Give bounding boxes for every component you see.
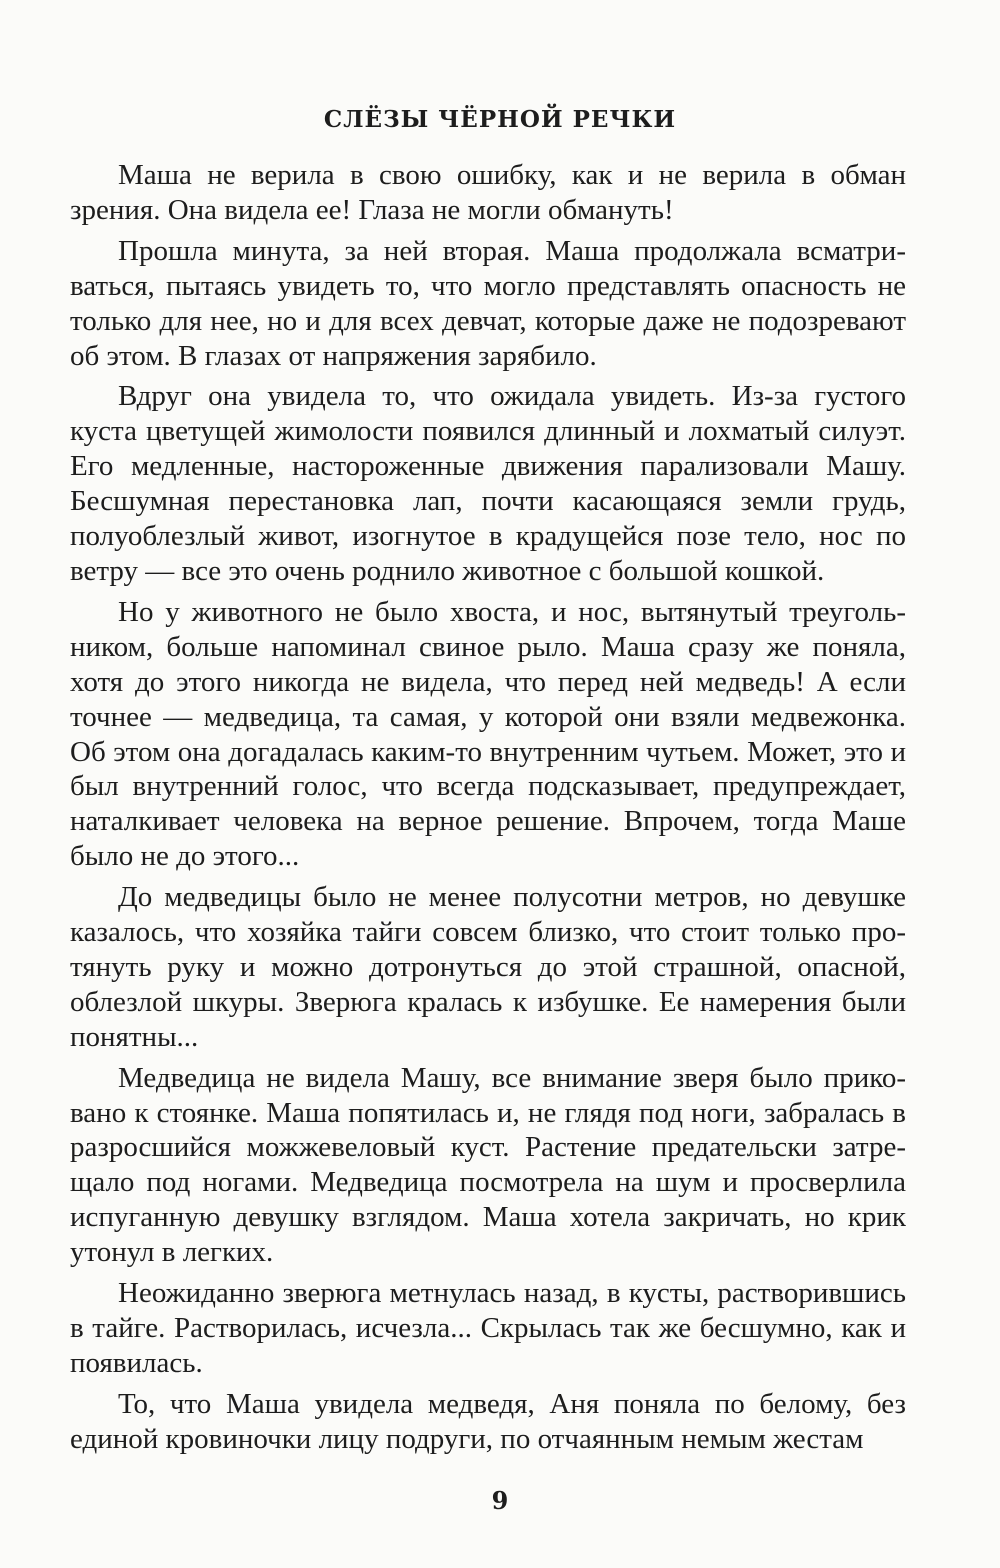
paragraph: До медведицы было не менее полусотни метров, но девушке казалось, что хозяйка тайги совсем близко, что стоит только протянуть руку и можно дотронуться до этой страшной, опасной, облезлой шкуры. Зверюга кралась к избушке. Ее намерения были понятны... bbox=[70, 881, 906, 1053]
body-text bbox=[70, 158, 906, 1463]
paragraph: Неожиданно зверюга метнулась назад, в кусты, растворившись в тайге. Растворилась, исчезла... Скрылась так же бесшумно, как и появилась. bbox=[70, 1277, 906, 1379]
paragraph: Прошла минута, за ней вторая. Маша продолжала всматриваться, пытаясь увидеть то, что могло представлять опасность не только для нее, но и для всех девчат, которые даже не подозревают об этом. В глазах от напряжения зарябило. bbox=[70, 234, 906, 372]
paragraph: Маша не верила в свою ошибку, как и не верила в обман зрения. Она видела ее! Глаза не могли обмануть! bbox=[70, 159, 906, 226]
paragraph: Вдруг она увидела то, что ожидала увидеть. Из-за густого куста цветущей жимолости появился длинный и лохматый силуэт. Его медленные, настороженные движения парализовали Машу. Бесшумная перестановка лап, почти касающаяся земли грудь, полуоблезлый живот, изогнутое в крадущейся позе тело, нос по ветру — все это очень роднило животное с большой кошкой. bbox=[70, 380, 906, 587]
page-number: 9 bbox=[491, 1486, 509, 1515]
paragraph: Но у животного не было хвоста, и нос, вытянутый треугольником, больше напоминал свиное рыло. Маша сразу же поняла, хотя до этого никогда не видела, что перед ней медведь! А если точнее — медведица, та самая, у которой они взяли медвежонка. Об этом она догадалась каким-то внутренним чутьем. Может, это и был внутренний голос, что всегда подсказывает, предупреждает, наталкивает человека на верное решение. Впрочем, тогда Маше было не до этого... bbox=[70, 595, 906, 873]
running-head-title: СЛЁЗЫ ЧЁРНОЙ РЕЧКИ bbox=[323, 106, 677, 133]
paragraph: То, что Маша увидела медведя, Аня поняла по белому, без единой кровиночки лицу подруги, по отчаянным немым жестам bbox=[70, 1387, 906, 1455]
paragraph: Медведица не видела Машу, все внимание зверя было приковано к стоянке. Маша попятилась и, не глядя под ноги, забралась в разросшийся можжевеловый куст. Растение предательски затрещало под ногами. Медведица посмотрела на шум и просверлила испуганную девушку взглядом. Маша хотела закричать, но крик утонул в легких. bbox=[70, 1061, 906, 1269]
